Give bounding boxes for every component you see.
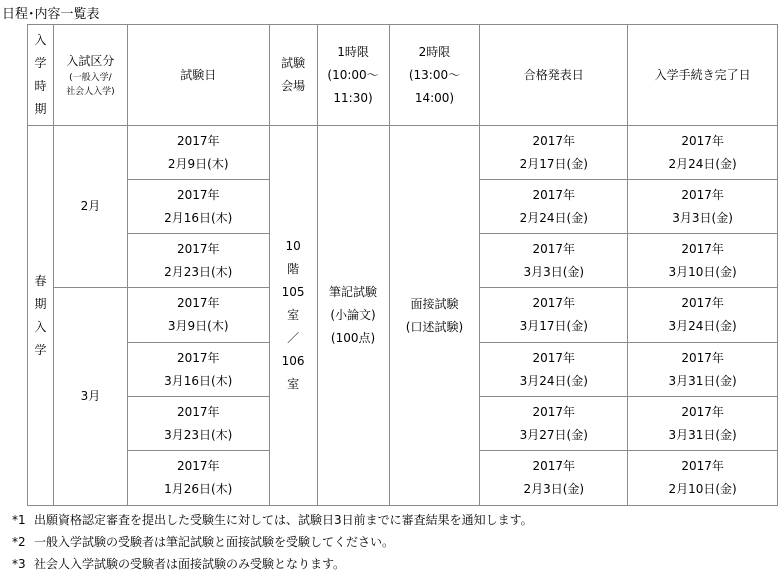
header-venue: 試験 会場 [269,25,317,126]
result-date-cell: 2017年 2月24日(金) [480,180,628,234]
note-item: *2 一般入学試験の受験者は筆記試験と面接試験を受験してください。 [12,535,395,549]
page-title: 日程･内容一覧表 [2,7,100,22]
exam-date-cell: 2017年 2月9日(木) [127,126,269,180]
result-date-cell: 2017年 3月3日(金) [480,234,628,288]
result-date-cell: 2017年 2月17日(金) [480,126,628,180]
enroll-date-cell: 2017年 3月10日(金) [628,234,778,288]
exam-date-cell: 2017年 3月16日(木) [127,343,269,397]
enroll-date-cell: 2017年 2月24日(金) [628,126,778,180]
result-date-cell: 2017年 2月3日(金) [480,451,628,506]
note-item: *1 出願資格認定審査を提出した受験生に対しては、試験日3日前までに審査結果を通知します。 [12,513,533,527]
subject1-cell: 筆記試験 (小論文) (100点) [317,126,389,506]
result-date-cell: 2017年 3月27日(金) [480,397,628,451]
month-feb: 2月 [53,126,127,288]
enroll-date-cell: 2017年 3月31日(金) [628,343,778,397]
month-mar: 3月 [53,288,127,506]
period-label: 春 期 入 学 [28,126,54,506]
header-exam-date: 試験日 [127,25,269,126]
exam-date-cell: 2017年 3月23日(木) [127,397,269,451]
result-date-cell: 2017年 3月17日(金) [480,288,628,343]
enroll-date-cell: 2017年 2月10日(金) [628,451,778,506]
header-result-date: 合格発表日 [480,25,628,126]
header-period: 入 学 時 期 [28,25,54,126]
header-category: 入試区分 (一般入学/ 社会人入学) [53,25,127,126]
header-row [28,25,778,126]
enroll-date-cell: 2017年 3月3日(金) [628,180,778,234]
exam-date-cell: 2017年 2月16日(木) [127,180,269,234]
header-enroll-date: 入学手続き完了日 [628,25,778,126]
note-item: *3 社会人入学試験の受験者は面接試験のみ受験となります。 [12,557,346,571]
enroll-date-cell: 2017年 3月31日(金) [628,397,778,451]
subject2-cell: 面接試験 (口述試験) [389,126,480,506]
header-period2: 2時限 (13:00～ 14:00) [389,25,480,126]
schedule-table [27,24,778,506]
enroll-date-cell: 2017年 3月24日(金) [628,288,778,343]
exam-date-cell: 2017年 2月23日(木) [127,234,269,288]
header-period1: 1時限 (10:00～ 11:30) [317,25,389,126]
table-row [28,126,778,180]
exam-date-cell: 2017年 1月26日(木) [127,451,269,506]
notes [12,510,533,576]
venue-cell: 10 階 105 室 ／ 106 室 [269,126,317,506]
result-date-cell: 2017年 3月24日(金) [480,343,628,397]
exam-date-cell: 2017年 3月9日(木) [127,288,269,343]
